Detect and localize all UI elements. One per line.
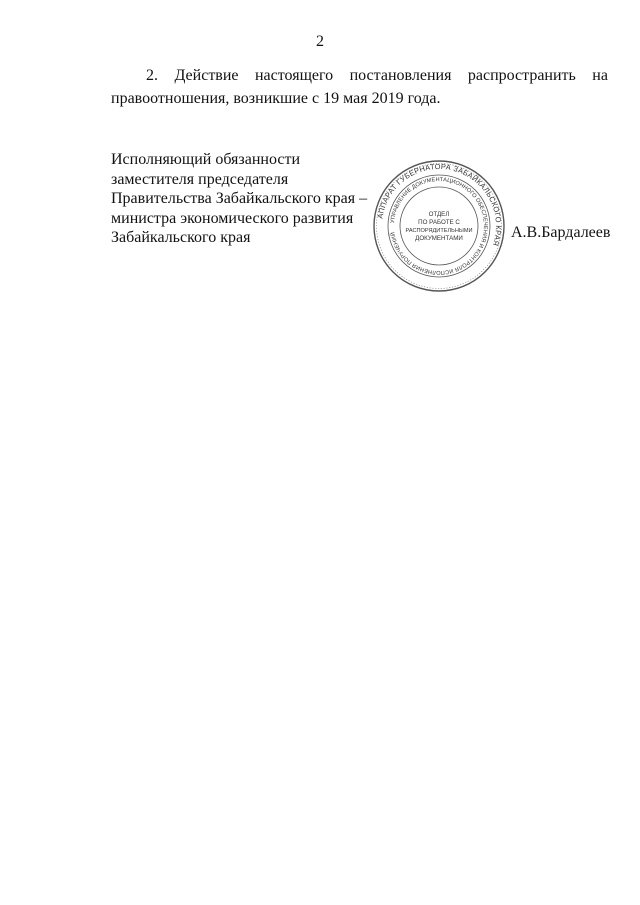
paragraph-word: на [592,67,608,84]
signer-name: А.В.Бардалеев [511,224,611,241]
seal-center-line: ПО РАБОТЕ С [418,219,460,226]
paragraph-word: настоящего [254,67,334,84]
paragraph-word: Действие [174,67,239,84]
paragraph-word: постановления [349,67,452,84]
seal-center-line: РАСПОРЯДИТЕЛЬНЫМИ [405,228,473,234]
signatory-line: Забайкальского края [111,229,251,246]
seal-graphic [372,159,506,293]
seal-outer-text: АППАРАТ ГУБЕРНАТОРА ЗАБАЙКАЛЬСКОГО КРАЯ [375,161,504,248]
paragraph-word: 2. [146,67,158,84]
signatory-line: Правительства Забайкальского края – [111,190,368,207]
signatory-line: министра экономического развития [111,209,354,227]
seal-center-line: ДОКУМЕНТАМИ [415,235,463,242]
official-seal [372,159,506,293]
seal-middle-border [388,175,490,277]
paragraph-line-2: правоотношения, возникшие с 19 мая 2019 года. [111,90,441,107]
paragraph-line-1 [111,64,608,87]
paragraph-2 [111,64,608,110]
signatory-title [111,150,367,248]
signatory-line: заместителя председателя [111,170,289,188]
page-number: 2 [316,33,324,50]
seal-inner-text: УПРАВЛЕНИЕ ДОКУМЕНТАЦИОННОГО ОБЕСПЕЧЕНИЯ И КОНТРОЛЯ ИСПОЛНЕНИЯ ПОРУЧЕНИЙ [390,176,489,276]
seal-inner-border [400,187,478,265]
seal-center-line: ОТДЕЛ [428,211,450,218]
signatory-line: Исполняющий обязанности [111,151,301,168]
paragraph-word: распространить [467,67,576,84]
